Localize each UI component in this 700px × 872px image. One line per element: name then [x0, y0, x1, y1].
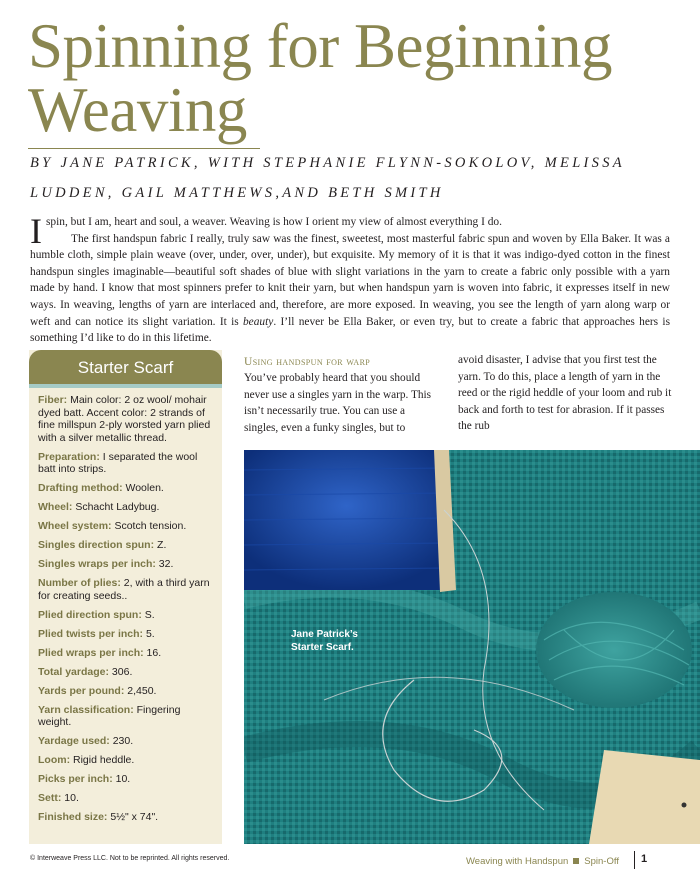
spec-item: [38, 704, 214, 729]
spec-value: I separated the wool batt into strips.: [38, 450, 198, 476]
spec-value: Scotch tension.: [114, 520, 187, 533]
spec-label: Preparation:: [38, 450, 100, 463]
spec-item: [38, 520, 214, 533]
spec-value: Fingering weight.: [38, 703, 181, 729]
publication-name: Weaving with Handspun: [466, 856, 569, 867]
spec-item: [38, 754, 214, 767]
spec-label: Number of plies:: [38, 577, 121, 590]
spec-value: 5½" x 74".: [110, 811, 159, 824]
spec-value: Woolen.: [125, 482, 164, 495]
spec-label: Wheel system:: [38, 520, 112, 533]
spec-value: S.: [144, 608, 155, 621]
magazine-name: Spin-Off: [584, 856, 619, 867]
spec-value: Main color: 2 oz wool/ mohair dyed batt. Accent color: 2 strands of fine millspun 2-ply worsted yarn plied with a silver metallic thread.: [38, 394, 211, 444]
spec-label: Picks per inch:: [38, 773, 113, 786]
spec-label: Plied wraps per inch:: [38, 646, 144, 659]
page-number: 1: [641, 853, 648, 865]
intro-emphasis: beauty: [242, 315, 274, 328]
section-heading: Using handspun for warp: [244, 356, 371, 368]
intro-text-part2: . I’ll never be Ella Baker, or even try, but to create a fabric that approaches hers is something I’d like to do in this lifetime.: [30, 315, 671, 345]
spec-label: Sett:: [38, 792, 62, 805]
spec-item: [38, 773, 214, 786]
spec-label: Fiber:: [38, 394, 68, 406]
square-bullet-icon: [573, 858, 579, 864]
starter-scarf-sidebar: [29, 350, 222, 844]
spec-value: 2, with a third yarn for creating seeds..: [38, 577, 210, 602]
spec-label: Plied twists per inch:: [38, 627, 144, 640]
spec-item: [38, 647, 214, 660]
spec-item: [38, 609, 214, 622]
spec-label: Wheel:: [38, 501, 73, 514]
spec-item: [38, 482, 214, 495]
intro-first-line: spin, but I am, heart and soul, a weaver. Weaving is how I orient my view of almost everything I do.: [46, 216, 502, 228]
spec-item: [38, 811, 214, 824]
spec-label: Plied direction spun:: [38, 608, 142, 621]
spec-value: 32.: [158, 558, 174, 571]
spec-label: Yards per pound:: [38, 684, 125, 697]
spec-list: [29, 388, 222, 824]
sidebar-title: Starter Scarf: [29, 350, 222, 384]
intro-first-paragraph: [30, 211, 670, 251]
footer-publication: [466, 856, 619, 867]
copyright-notice: © Interweave Press LLC. Not to be reprinted. All rights reserved.: [30, 855, 230, 862]
spec-item: [38, 792, 214, 805]
spec-value: 10.: [64, 792, 79, 805]
spec-label: Finished size:: [38, 811, 108, 824]
spec-item: [38, 577, 214, 602]
spec-value: Z.: [157, 539, 167, 552]
spec-item: [38, 394, 214, 444]
intro-text-part1: The first handspun fabric I really, truly saw was the finest, sweetest, most masterful fabric spun and woven by Ella Baker. It was a humble cloth, simple plain weave (over, under, over, under), but exquisite. My memory of it is that it was indigo-dyed cotton in the finest handspun singles imaginable—beautiful soft shades of blue with slight variations in the yarn to create a fabric only possible with a yarn made by hand. I know that most spinners prefer to knit their yarn, but when handspun yarn is woven into fabric, it expresses itself in new ways. In weaving, lengths of yarn are interlaced and, therefore, are more exposed. In weaving, you see the length of yarn along warp or weft and can notice its slight variation. It is: [30, 232, 670, 328]
body-column-2: [458, 352, 678, 435]
spec-value: 10.: [115, 773, 131, 786]
spec-value: 16.: [146, 646, 162, 659]
intro-text: [30, 211, 671, 347]
spec-item: [38, 735, 214, 748]
spec-label: Total yardage:: [38, 665, 109, 678]
caption-line-2: Starter Scarf.: [291, 642, 354, 653]
spec-item: [38, 628, 214, 641]
spec-value: 5.: [145, 627, 155, 640]
intro-second-paragraph: [30, 231, 670, 347]
byline: BY JANE PATRICK, WITH STEPHANIE FLYNN-SOKOLOV, MELISSA LUDDEN, GAIL MATTHEWS,AND BETH SMITH: [30, 155, 625, 201]
article-title: Spinning for Beginning Weaving: [28, 11, 612, 145]
column-2-text: avoid disaster, I advise that you first test the yarn. To do this, place a length of yarn in the reed or the rigid heddle of your loom and rub it back and forth to test for abrasion. If it passes the rub: [458, 354, 672, 433]
photo-caption: [291, 628, 358, 654]
spec-value: 230.: [112, 735, 134, 748]
spec-label: Loom:: [38, 754, 71, 767]
spec-item: [38, 539, 214, 552]
spec-label: Singles direction spun:: [38, 539, 155, 552]
column-1-text: You’ve probably heard that you should never use a singles yarn in the warp. This isn’t necessarily true. You can use a singles, even a funky singles, but to: [244, 372, 432, 434]
spec-item: [38, 685, 214, 698]
footer-divider: [634, 851, 635, 869]
body-column-1: [244, 370, 434, 436]
spec-value: 2,450.: [127, 684, 157, 697]
spec-label: Yarn classification:: [38, 703, 134, 716]
spec-value: Schacht Ladybug.: [75, 501, 160, 514]
spec-label: Yardage used:: [38, 735, 110, 748]
drop-cap: I: [30, 211, 42, 251]
spec-value: Rigid heddle.: [73, 754, 135, 767]
caption-line-1: Jane Patrick’s: [291, 629, 358, 640]
spec-value: 306.: [111, 665, 133, 678]
spec-label: Singles wraps per inch:: [38, 558, 156, 571]
spec-label: Drafting method:: [38, 482, 123, 495]
spec-item: [38, 501, 214, 514]
spec-item: [38, 558, 214, 571]
spec-item: [38, 451, 214, 476]
spec-item: [38, 666, 214, 679]
